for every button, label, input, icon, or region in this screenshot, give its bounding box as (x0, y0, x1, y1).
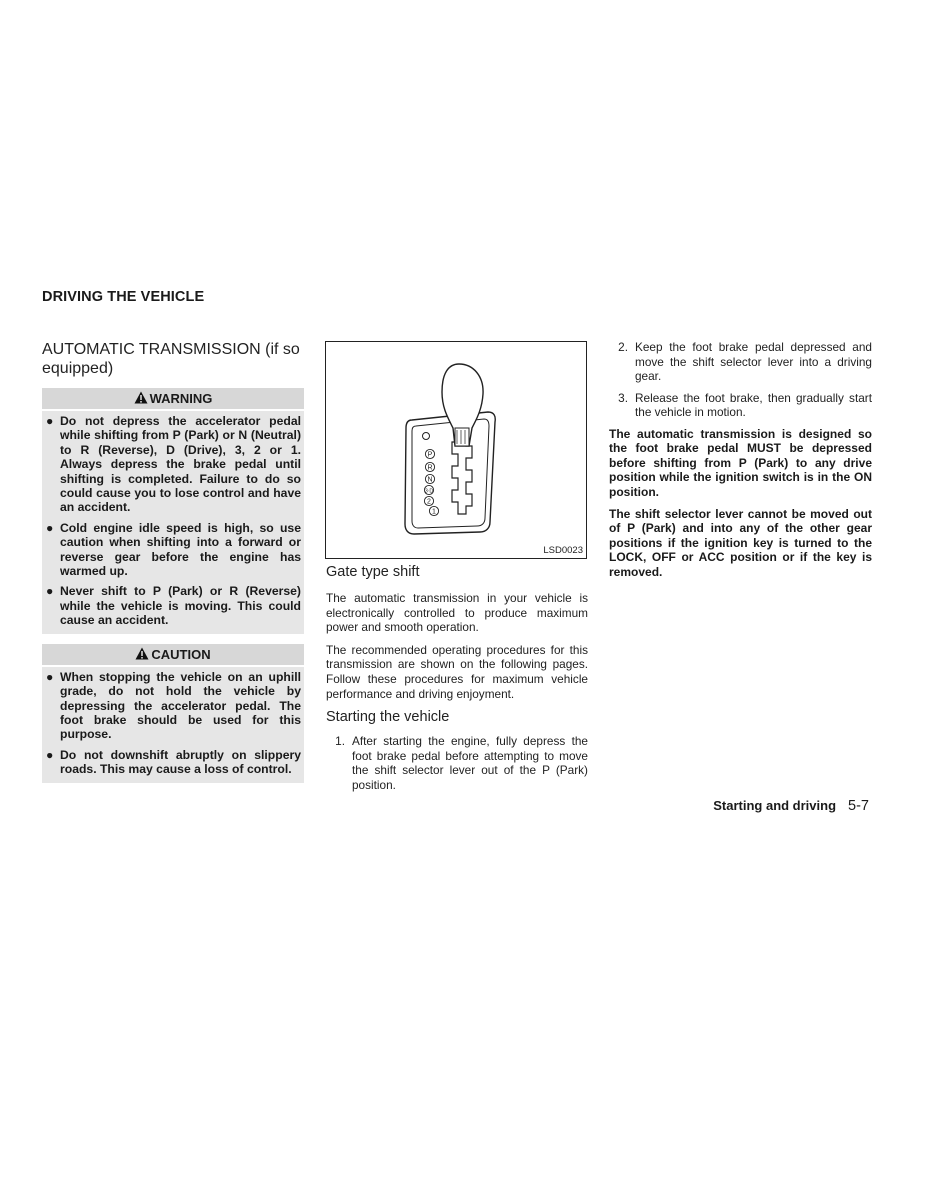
gate-marker: 3·D (424, 488, 434, 495)
gate-marker: 2 (427, 498, 431, 506)
bullet-icon: ● (46, 584, 54, 599)
starting-heading: Starting the vehicle (326, 709, 450, 726)
caution-box (42, 644, 304, 783)
step-item: 2. Keep the foot brake pedal depressed and move the shift selector lever into a driving gear. (618, 340, 872, 384)
page-footer (713, 798, 869, 814)
page-number: 5-7 (848, 798, 869, 814)
right-column (609, 340, 872, 587)
warning-item: ● Cold engine idle speed is high, so use caution when shifting into a forward or reverse gear before the engine has warmed up. (46, 520, 301, 579)
gate-marker: P (427, 451, 433, 459)
warning-item: ● Do not depress the accelerator pedal while shifting from P (Park) or N (Neutral) to R (Reverse), D (Drive), 3, 2 or 1. Always depress the brake pedal until shifting is completed. Failure to do so could cause you to lose control and have an accident. (46, 414, 301, 515)
paragraph: The automatic transmission in your vehicle is electronically controlled to produce maximum power and smooth operation. (326, 591, 588, 635)
warning-label: WARNING (149, 391, 213, 406)
bold-paragraph: The automatic transmission is designed so the foot brake pedal MUST be depressed before shifting from P (Park) to any drive position while the ignition switch is in the ON position. (609, 426, 872, 499)
gate-marker: R (427, 464, 433, 472)
caution-label: CAUTION (151, 646, 211, 662)
bullet-icon: ● (46, 414, 54, 428)
footer-section: Starting and driving (713, 798, 837, 813)
caution-icon (135, 647, 149, 660)
section-title: DRIVING THE VEHICLE (42, 289, 205, 305)
caution-header (42, 644, 304, 665)
gate-marker: N (427, 476, 433, 484)
middle-column (326, 560, 588, 800)
gate-shift-figure (325, 341, 587, 559)
warning-box (42, 388, 304, 634)
bullet-icon: ● (46, 520, 54, 535)
transmission-heading: AUTOMATIC TRANSMISSION (if so equipped) (42, 341, 300, 377)
bold-paragraph: The shift selector lever cannot be moved out of P (Park) and into any of the other gear positions if the ignition key is turned to the LOCK, OFF or ACC position or if the key is removed. (609, 507, 872, 579)
figure-label: LSD0023 (543, 545, 583, 556)
shift-lever-illustration (326, 342, 586, 558)
step-item: 1. After starting the engine, fully depress the foot brake pedal before attempting to move the shift selector lever out of the P (Park) position. (335, 734, 588, 792)
left-column (42, 340, 304, 783)
caution-body (42, 667, 304, 783)
warning-item: ● Never shift to P (Park) or R (Reverse) while the vehicle is moving. This could cause an accident. (46, 584, 301, 628)
bullet-icon: ● (46, 669, 54, 684)
warning-body (42, 411, 304, 634)
gate-marker: 1 (432, 508, 436, 516)
bullet-icon: ● (46, 747, 54, 762)
gate-heading: Gate type shift (326, 564, 420, 580)
warning-header (42, 388, 304, 409)
step-item: 3. Release the foot brake, then gradually start the vehicle in motion. (618, 390, 872, 420)
caution-item: ● Do not downshift abruptly on slippery roads. This may cause a loss of control. (46, 747, 301, 777)
warning-icon (134, 391, 148, 404)
caution-item: ● When stopping the vehicle on an uphill grade, do not hold the vehicle by depressing the accelerator pedal. The foot brake should be used for this purpose. (46, 669, 301, 742)
paragraph: The recommended operating procedures for this transmission are shown on the following pages. Follow these procedures for maximum vehicle performance and driving enjoyment. (326, 642, 588, 701)
